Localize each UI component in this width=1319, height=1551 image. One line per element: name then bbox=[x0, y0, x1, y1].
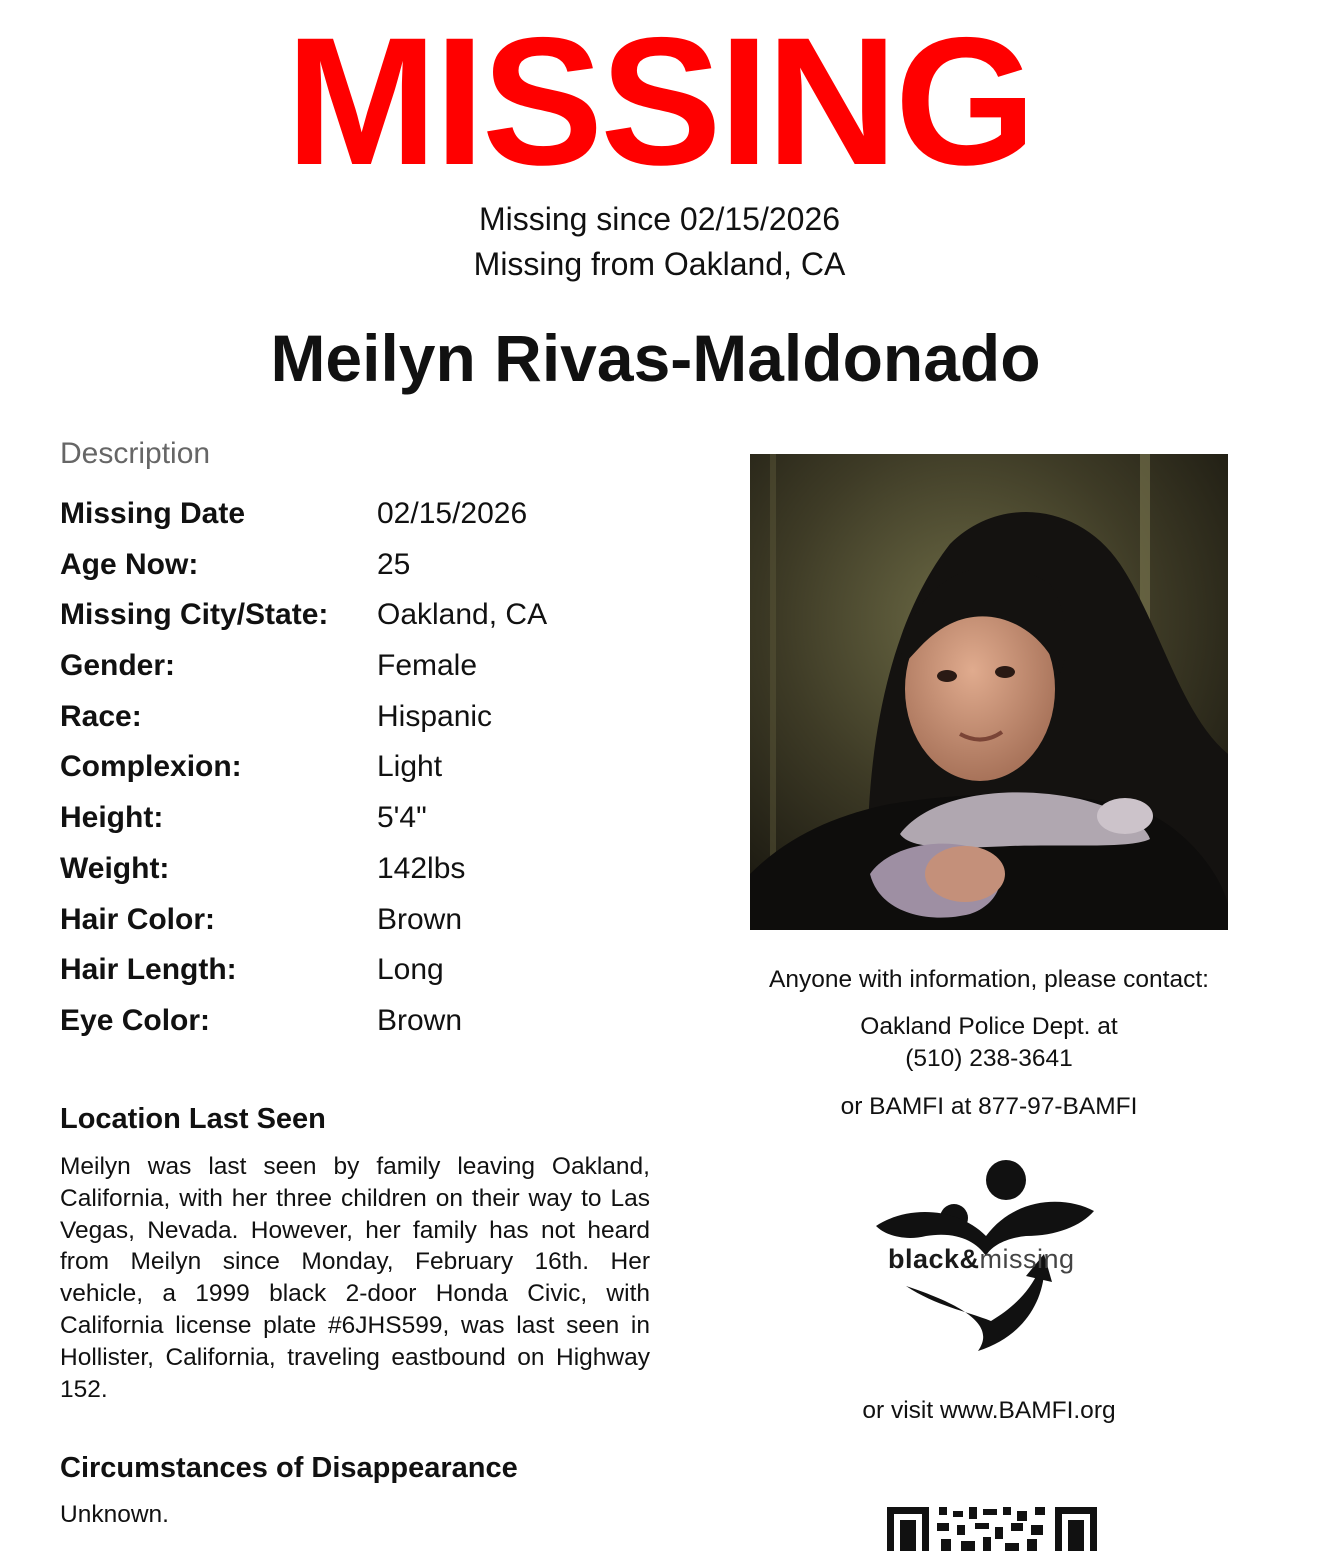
fact-label: Race: bbox=[60, 700, 142, 733]
missing-from-text: Missing from Oakland, CA bbox=[473, 246, 846, 282]
logo-text-light: missing bbox=[979, 1244, 1075, 1274]
missing-person-photo bbox=[750, 454, 1228, 930]
person-name: Meilyn Rivas-Maldonado bbox=[270, 321, 1041, 395]
contact-agency: Oakland Police Dept. at bbox=[860, 1013, 1118, 1040]
fact-label: Complexion: bbox=[60, 750, 242, 783]
fact-row-hair-color bbox=[60, 900, 680, 940]
logo-wordmark bbox=[888, 1244, 1075, 1275]
black-and-missing-logo bbox=[866, 1156, 1106, 1356]
fact-row-city-state bbox=[60, 595, 680, 635]
fact-value: 25 bbox=[377, 548, 411, 581]
fact-row-hair-length bbox=[60, 950, 680, 990]
fact-label: Gender: bbox=[60, 649, 176, 682]
logo-text-bold: black& bbox=[888, 1244, 980, 1274]
fact-row-complexion bbox=[60, 747, 680, 787]
fact-label: Missing City/State: bbox=[60, 598, 329, 631]
missing-headline: MISSING bbox=[285, 0, 1034, 203]
qr-code-icon bbox=[887, 1507, 1097, 1551]
fact-value: Female bbox=[377, 649, 478, 682]
contact-intro: Anyone with information, please contact: bbox=[769, 966, 1209, 993]
fact-row-race bbox=[60, 697, 680, 737]
contact-bamfi: or BAMFI at 877-97-BAMFI bbox=[840, 1093, 1138, 1120]
fact-label: Age Now: bbox=[60, 548, 199, 581]
description-heading: Description bbox=[60, 437, 211, 470]
circumstances-heading: Circumstances of Disappearance bbox=[60, 1452, 518, 1484]
fact-row-weight bbox=[60, 849, 680, 889]
fact-label: Hair Color: bbox=[60, 903, 216, 936]
fact-row-age bbox=[60, 545, 680, 585]
fact-row-eye-color bbox=[60, 1001, 680, 1041]
location-text: Meilyn was last seen by family leaving Oakland, California, with her three children on their way to Las Vegas, Nevada. However, her family has not heard from Meilyn since Monday, February 16th. Her vehicle, a 1999 black 2-door Honda Civic, with California license plate #6JHS599, was last seen in Hollister, California, traveling eastbound on Highway 152. bbox=[60, 1153, 650, 1403]
fact-value: Light bbox=[377, 750, 443, 783]
fact-label: Height: bbox=[60, 801, 164, 834]
fact-value: Oakland, CA bbox=[377, 598, 548, 631]
fact-label: Eye Color: bbox=[60, 1004, 211, 1037]
fact-value: 142lbs bbox=[377, 852, 466, 885]
fact-label: Missing Date bbox=[60, 497, 246, 530]
visit-website-text: or visit www.BAMFI.org bbox=[862, 1397, 1116, 1424]
fact-row-height bbox=[60, 798, 680, 838]
missing-since-text: Missing since 02/15/2026 bbox=[478, 201, 841, 237]
circumstances-text: Unknown. bbox=[60, 1501, 169, 1528]
fact-value: 02/15/2026 bbox=[377, 497, 528, 530]
fact-row-gender bbox=[60, 646, 680, 686]
fact-value: Hispanic bbox=[377, 700, 493, 733]
fact-value: Brown bbox=[377, 903, 463, 936]
fact-label: Hair Length: bbox=[60, 953, 237, 986]
fact-label: Weight: bbox=[60, 852, 170, 885]
fact-value: Brown bbox=[377, 1004, 463, 1037]
location-heading: Location Last Seen bbox=[60, 1103, 326, 1135]
contact-phone: (510) 238-3641 bbox=[905, 1045, 1073, 1072]
fact-value: Long bbox=[377, 953, 444, 986]
fact-row-missing-date bbox=[60, 494, 680, 534]
fact-value: 5'4" bbox=[377, 801, 427, 834]
